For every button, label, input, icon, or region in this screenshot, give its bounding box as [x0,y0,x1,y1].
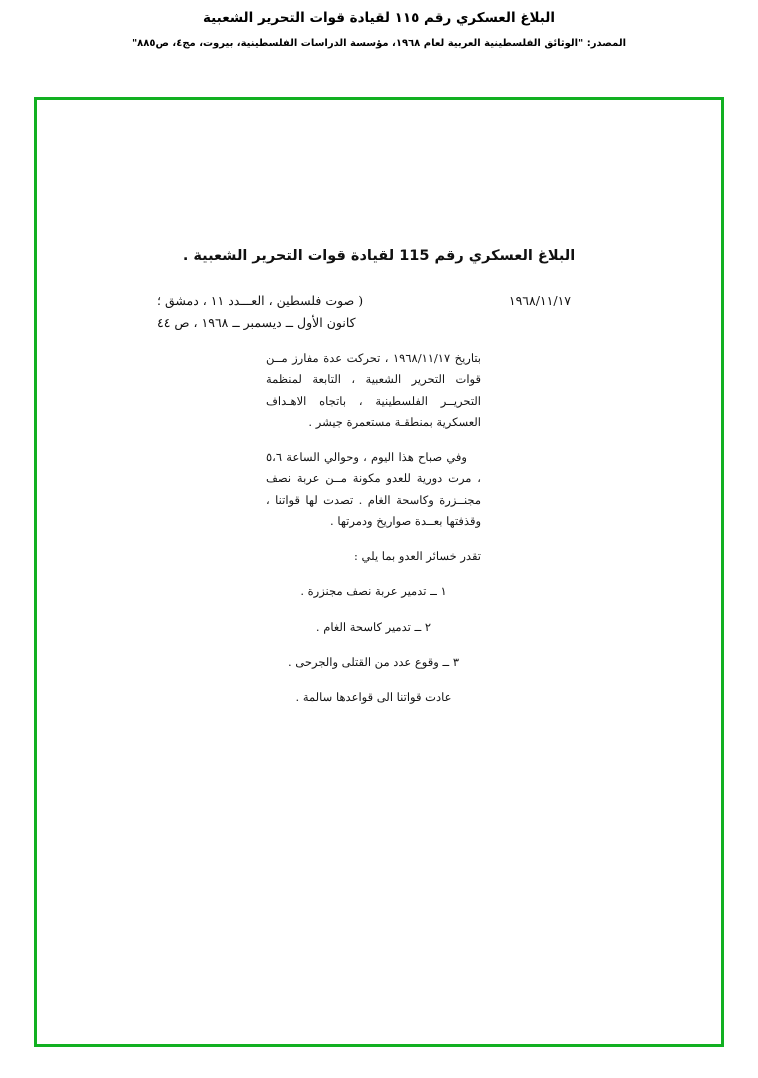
body-paragraph-1: بتاريخ ١٩٦٨/١١/١٧ ، تحركت عدة مفارز مــن قوات التحرير الشعبية ، التابعة لمنظمة التحريــر الفلسطينية ، باتجاه الاهـداف العسكرية بمنطقـة مستعمرة جيشر . [266,351,481,429]
document-header [0,0,758,50]
meta-row-second [37,312,721,334]
page-title: البلاغ العسكري رقم ١١٥ لقيادة قوات التحرير الشعبية [202,10,555,26]
meta-row-first [37,290,721,312]
loss-item-3: ٣ ــ وقوع عدد من القتلى والجرحى . [287,654,460,669]
scanned-page-content [37,100,721,1044]
source-citation: المصدر: "الوثائق الفلسطينية العربية لعام ١٩٦٨، مؤسسة الدراسات الفلسطينية، بيروت، مج٤، ص٨٨٥" [131,37,627,49]
closing-line: عادت قواتنا الى قواعدها سالمة . [295,690,452,705]
loss-item-2: ٢ ــ تدمير كاسحة الغام . [315,619,432,634]
loss-item-1: ١ ــ تدمير عربة نصف مجنزرة . [300,584,447,599]
body-paragraph-3: تقدر خسائر العدو بما يلي : [354,549,481,564]
communique-date: ١٩٦٨/١١/١٧ [508,293,571,308]
scanned-page-frame [34,97,724,1047]
communique-source-line-2: كانون الأول ــ ديسمبر ــ ١٩٦٨ ، ص ٤٤ [157,314,356,330]
communique-source-line-1: ( صوت فلسطين ، العـــدد ١١ ، دمشق ؛ [157,293,364,308]
communique-body [266,348,481,708]
communique-title: البلاغ العسكري رقم 115 لقيادة قوات التحرير الشعبية . [182,248,576,264]
communique-meta [37,290,721,334]
body-paragraph-2: وفي صباح هذا اليوم ، وحوالي الساعة ٥،٦ ، مرت دورية للعدو مكونة مــن عربة نصف مجنــزرة وكاسحة الغام . تصدت لها قواتنا ، وقذفتها بعــدة صواريخ ودمرتها . [266,450,481,528]
